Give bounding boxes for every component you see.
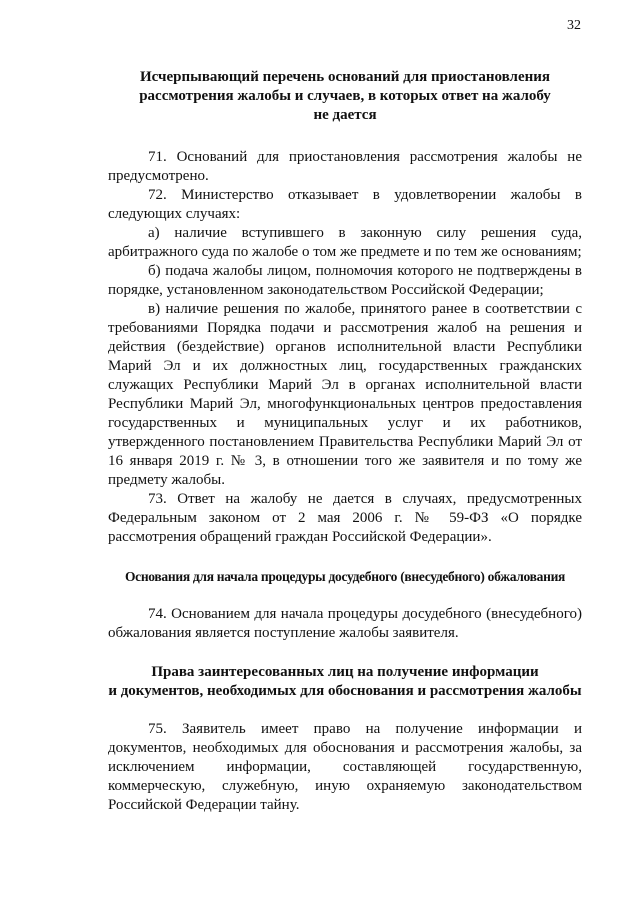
document-body <box>108 68 582 815</box>
paragraph-72-v: в) наличие решения по жалобе, принятого ранее в соответствии с требованиями Порядка подачи и рассмотрения жалоб на решения и действия (бездействие) органов исполнительной власти Республики Марий Эл и их должностных лиц, государственных гражданских служащих Республики Марий Эл в органах исполнительной власти Республики Марий Эл, многофункциональных центров предоставления государственных и муниципальных услуг и их работников, утвержденного постановлением Правительства Республики Марий Эл от 16 января 2019 г. № 3, в отношении того же заявителя и по тому же предмету жалобы. <box>108 301 582 488</box>
heading-line: Исчерпывающий перечень оснований для приостановления <box>139 69 551 85</box>
page-number: 32 <box>567 18 581 33</box>
heading-line: не дается <box>313 107 377 123</box>
paragraph-73: 73. Ответ на жалобу не дается в случаях, предусмотренных Федеральным законом от 2 мая 2006 г. № 59-ФЗ «О порядке рассмотрения обращений граждан Российской Федерации». <box>108 491 582 545</box>
paragraph-72-b: б) подача жалобы лицом, полномочия которого не подтверждены в порядке, установленном законодательством Российской Федерации; <box>108 263 582 298</box>
paragraph-75: 75. Заявитель имеет право на получение информации и документов, необходимых для обоснования и рассмотрения жалобы, за исключением информации, составляющей государственную, коммерческую, служебную, иную охраняемую законодательством Российской Федерации тайну. <box>108 721 582 813</box>
paragraph-74: 74. Основанием для начала процедуры досудебного (внесудебного) обжалования является поступление жалобы заявителя. <box>108 606 582 641</box>
section-heading-suspension-grounds <box>108 68 582 125</box>
heading-line: рассмотрения жалобы и случаев, в которых ответ на жалобу <box>139 88 551 104</box>
section-heading-appeal-grounds: Основания для начала процедуры досудебного (внесудебного) обжалования <box>124 569 566 584</box>
section-heading-information-rights <box>108 663 582 701</box>
heading-line: и документов, необходимых для обоснования и рассмотрения жалобы <box>108 683 582 699</box>
heading-line: Права заинтересованных лиц на получение информации <box>151 664 539 680</box>
paragraph-72-a: а) наличие вступившего в законную силу решения суда, арбитражного суда по жалобе о том же предмете и по тем же основаниям; <box>108 225 582 260</box>
paragraph-72: 72. Министерство отказывает в удовлетворении жалобы в следующих случаях: <box>108 187 582 222</box>
paragraph-71: 71. Оснований для приостановления рассмотрения жалобы не предусмотрено. <box>108 149 582 184</box>
